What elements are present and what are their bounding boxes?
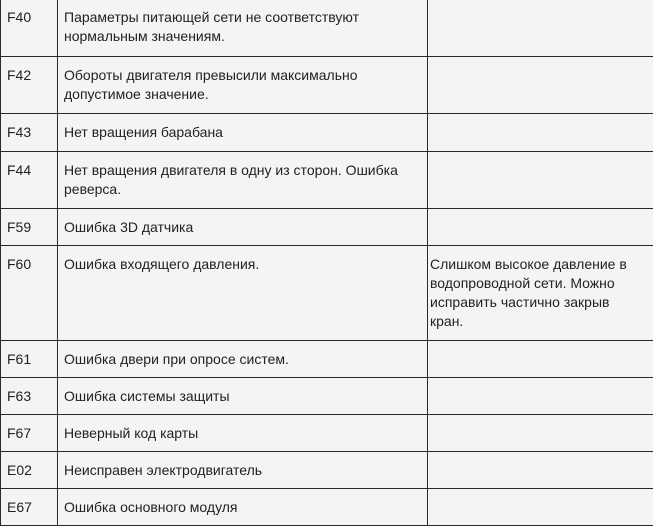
error-note: Слишком высокое давление в водопроводной сети. Можно исправить частично закрыв кран.: [428, 246, 653, 341]
error-note: [428, 152, 653, 209]
table-row: [1, 246, 653, 341]
error-description: Ошибка двери при опросе систем.: [58, 341, 428, 378]
error-note: [428, 0, 653, 57]
error-code: F60: [1, 246, 58, 341]
error-note: [428, 378, 653, 415]
error-code: F63: [1, 378, 58, 415]
error-description: Ошибка 3D датчика: [58, 209, 428, 246]
error-note: [428, 209, 653, 246]
error-note: [428, 341, 653, 378]
error-codes-body: [1, 0, 653, 526]
error-code: F43: [1, 114, 58, 152]
table-row: [1, 57, 653, 114]
error-description: Ошибка входящего давления.: [58, 246, 428, 341]
table-row: [1, 0, 653, 57]
error-description: Нет вращения двигателя в одну из сторон. Ошибка реверса.: [58, 152, 428, 209]
error-description: Ошибка системы защиты: [58, 378, 428, 415]
table-row: [1, 152, 653, 209]
error-note: [428, 452, 653, 489]
error-description: Неисправен электродвигатель: [58, 452, 428, 489]
error-note: [428, 415, 653, 452]
error-code: F61: [1, 341, 58, 378]
error-description: Неверный код карты: [58, 415, 428, 452]
error-code: E02: [1, 452, 58, 489]
table-row: [1, 378, 653, 415]
error-code: E67: [1, 489, 58, 526]
error-code: F67: [1, 415, 58, 452]
error-description: Ошибка основного модуля: [58, 489, 428, 526]
table-row: [1, 209, 653, 246]
error-code: F59: [1, 209, 58, 246]
error-note: [428, 57, 653, 114]
error-description: Обороты двигателя превысили максимально допустимое значение.: [58, 57, 428, 114]
table-row: [1, 114, 653, 152]
error-code: F42: [1, 57, 58, 114]
error-code: F40: [1, 0, 58, 57]
table-row: [1, 452, 653, 489]
error-description: Нет вращения барабана: [58, 114, 428, 152]
table-row: [1, 341, 653, 378]
error-code: F44: [1, 152, 58, 209]
error-note: [428, 114, 653, 152]
table-row: [1, 489, 653, 526]
table-row: [1, 415, 653, 452]
error-note: [428, 489, 653, 526]
error-description: Параметры питающей сети не соответствуют нормальным значениям.: [58, 0, 428, 57]
